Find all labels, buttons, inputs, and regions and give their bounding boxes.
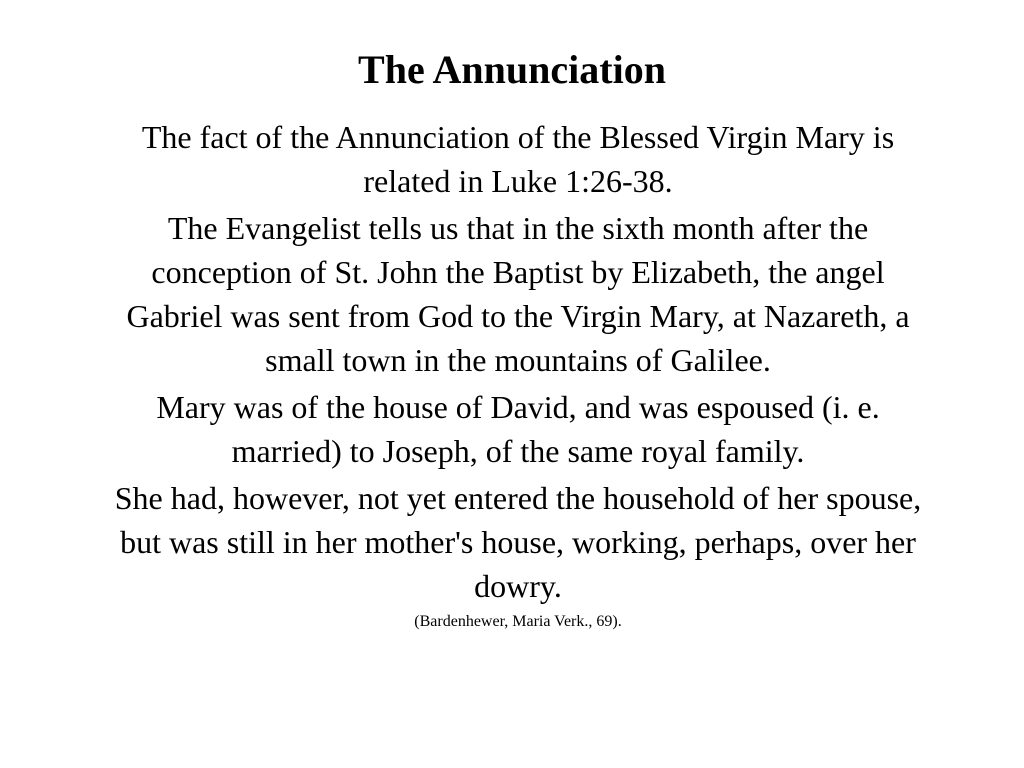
slide-body (102, 115, 934, 633)
paragraph-evangelist: The Evangelist tells us that in the sixth month after the conception of St. John the Baptist by Elizabeth, the angel Gabriel was sent from God to the Virgin Mary, at Nazareth, a small town in the mountains of Galilee. (126, 210, 910, 378)
paragraph-house-of-david: Mary was of the house of David, and was espoused (i. e. married) to Joseph, of the same royal family. (156, 389, 880, 469)
citation: (Bardenhewer, Maria Verk., 69). (414, 613, 622, 630)
slide-title: The Annunciation (358, 47, 666, 92)
paragraph-luke-reference: The fact of the Annunciation of the Blessed Virgin Mary is related in Luke 1:26-38. (141, 119, 895, 199)
paragraph-household: She had, however, not yet entered the household of her spouse, but was still in her mother's house, working, perhaps, over her dowry. (114, 480, 922, 604)
